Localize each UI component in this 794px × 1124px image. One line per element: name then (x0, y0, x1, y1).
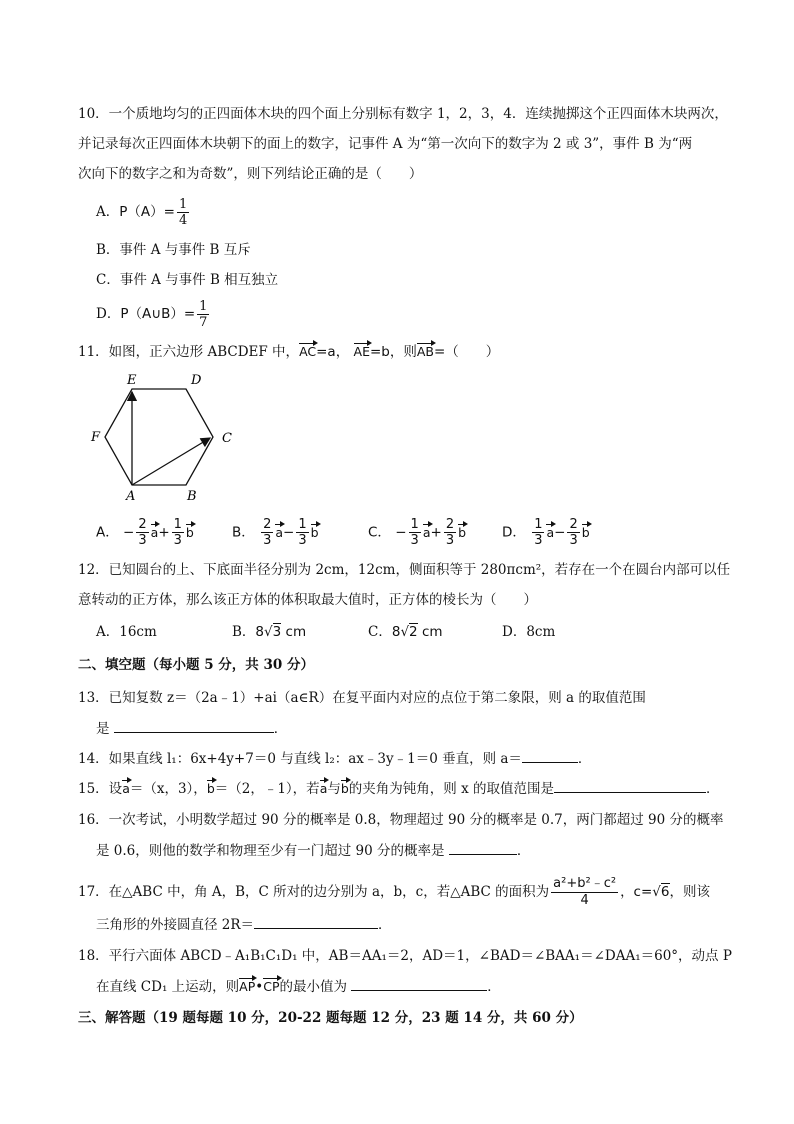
answer-blank[interactable] (449, 840, 517, 855)
sqrt: √2 (400, 624, 418, 640)
text: 与 (327, 781, 341, 797)
radicand: 2 (409, 624, 418, 640)
q12-option-b (232, 622, 306, 642)
text: 17．在△ABC 中，角 A，B，C 所对的边分别为 a，b，c，若△ABC 的面积为 (78, 884, 550, 900)
answer-blank[interactable] (114, 718, 274, 733)
option-label: B． (232, 524, 255, 541)
vector-a: a (422, 524, 431, 540)
radicand: 3 (272, 624, 282, 640)
hexagon-figure (86, 368, 246, 508)
vector-ac: AC (299, 344, 317, 359)
sign: − (283, 524, 295, 541)
vertex-label-d: D (191, 373, 202, 388)
frac-den: 4 (580, 893, 589, 908)
q10-option-c: C．事件 A 与事件 B 相互独立 (96, 272, 279, 288)
hexagon (105, 389, 213, 485)
q17-line2 (96, 914, 392, 935)
text: ＝（2，﹣1），若 (214, 781, 320, 797)
sign: + (430, 524, 442, 541)
text: ． (378, 917, 392, 933)
frac-num: 2 (138, 517, 147, 532)
vertex-label-a: A (126, 489, 136, 504)
vertex-label-e: E (127, 373, 137, 388)
fraction (177, 198, 189, 227)
q12-option-d: D．8cm (502, 624, 556, 640)
q12-line2: 意转动的正方体，那么该正方体的体积取最大值时，正方体的棱长为（ ） (78, 592, 537, 608)
q11-option-b (232, 518, 319, 547)
text: 在直线 CD₁ 上运动，则 (96, 979, 240, 995)
vector-cp: CP (263, 979, 280, 994)
sign: − (123, 524, 135, 541)
sign: + (158, 524, 170, 541)
vector-b: b (581, 524, 590, 540)
fraction (197, 300, 209, 329)
frac-num: 1 (298, 517, 307, 532)
radicand: 6 (660, 884, 670, 900)
q10-option-d (96, 300, 211, 329)
vertex-label-b: B (187, 489, 197, 504)
frac-num: 2 (263, 517, 272, 532)
vector-a: a (546, 524, 555, 540)
unit: cm (421, 624, 443, 640)
text: ． (577, 751, 592, 767)
coefficient: 8 (255, 624, 265, 640)
option-label: D． (96, 306, 121, 322)
vector-b: b (310, 524, 319, 540)
option-label: D． (502, 524, 526, 541)
vertex-label-f: F (91, 430, 101, 445)
q13-line2 (96, 718, 287, 739)
text: ． (273, 721, 288, 737)
q11-stem (78, 342, 499, 362)
text: 15．设 (78, 781, 123, 797)
q18-line1: 18．平行六面体 ABCD﹣A₁B₁C₁D₁ 中，AB＝AA₁＝2，AD＝1，∠BAD＝∠BAA₁＝∠DAA₁＝60°，动点 P (78, 948, 732, 964)
vector-ab: AB (416, 344, 434, 359)
frac-den: 7 (199, 315, 208, 330)
frac-num: 1 (410, 517, 419, 532)
vector-a: a (319, 781, 328, 796)
q15-line (78, 778, 720, 799)
stem-text: =b，则 (369, 344, 417, 360)
frac-den: 3 (263, 533, 272, 548)
frac-den: 3 (138, 533, 147, 548)
text: 的最小值为 (279, 979, 347, 995)
option-label: C． (368, 524, 391, 541)
vector-a: a (275, 524, 284, 540)
frac-den: 3 (445, 533, 455, 548)
q12-option-a: A．16cm (96, 624, 157, 640)
text: ． (487, 979, 501, 995)
frac-num: 1 (173, 517, 182, 532)
q12-option-c (368, 622, 443, 642)
q14-line (78, 748, 591, 769)
stem-text: =a， (316, 344, 350, 360)
frac-den: 3 (534, 533, 543, 548)
frac-num: a²+b²﹣c² (551, 877, 618, 893)
frac-den: 3 (298, 533, 307, 548)
frac-den: 4 (178, 213, 188, 228)
q18-line2 (96, 976, 501, 997)
vector-b: b (340, 781, 349, 796)
text: ． (706, 781, 720, 797)
frac-den: 3 (173, 533, 182, 548)
dot-operator: • (255, 979, 264, 995)
q11-option-d (502, 518, 590, 547)
text: 是 (96, 721, 110, 737)
frac-den: 3 (410, 533, 419, 548)
vector-a: a (150, 524, 159, 540)
option-label: C． (368, 624, 392, 640)
text: ，则该 (669, 884, 710, 900)
unit: cm (285, 624, 307, 640)
q10-line2: 并记录每次正四面体木块朝下的面上的数字，记事件 A 为“第一次向下的数字为 2 或 3”，事件 B 为“两 (78, 136, 693, 152)
q10-line1: 10．一个质地均匀的正四面体木块的四个面上分别标有数字 1，2，3，4．连续抛掷这个正四面体木块两次， (78, 106, 728, 122)
option-label: B． (232, 624, 256, 640)
frac-num: 1 (178, 197, 188, 212)
text: ． (516, 843, 531, 859)
text: 是 0.6，则他的数学和物理至少有一门超过 90 分的概率是 (96, 843, 445, 859)
option-label: A． (96, 524, 119, 541)
text: ＝（x，3）， (129, 781, 207, 797)
q10-option-a (96, 198, 191, 227)
q12-line1: 12．已知圆台的上、下底面半径分别为 2cm，12cm，侧面积等于 280πcm²，若存在一个在圆台内部可以任 (78, 562, 731, 578)
q17-line1 (78, 872, 710, 912)
coefficient: 8 (391, 624, 401, 640)
answer-blank[interactable] (254, 914, 378, 929)
stem-text: 11．如图，正六边形 ABCDEF 中， (78, 344, 300, 360)
vector-ac-line (132, 438, 210, 485)
sqrt: √6 (652, 884, 670, 900)
q10-option-b: B．事件 A 与事件 B 互斥 (96, 242, 251, 258)
vertex-label-c: C (222, 431, 232, 446)
q16-line2 (96, 840, 530, 861)
frac-num: 1 (199, 299, 208, 314)
vector-b: b (458, 524, 467, 540)
stem-text: =（ ） (434, 344, 500, 360)
q13-line1: 13．已知复数 z＝（2a﹣1）+ai（a∈R）在复平面内对应的点位于第二象限，则 a 的取值范围 (78, 690, 646, 706)
q11-option-a (96, 518, 194, 547)
answer-blank[interactable] (351, 976, 487, 991)
section-heading-fill-in: 二、填空题（每小题 5 分，共 30 分） (78, 657, 314, 673)
q11-option-c (368, 518, 466, 547)
sign: − (554, 524, 566, 541)
vector-b: b (206, 781, 215, 796)
vector-ae: AE (353, 344, 370, 359)
vector-b: b (185, 524, 194, 540)
frac-num: 1 (534, 517, 543, 532)
text: 14．如果直线 l₁：6x+4y+7＝0 与直线 l₂：ax﹣3y﹣1＝0 垂直，则 a＝ (78, 751, 522, 767)
option-expr: P（A）= (119, 204, 175, 220)
text: ，c= (620, 884, 653, 900)
answer-blank[interactable] (522, 748, 578, 763)
vector-ap: AP (239, 979, 256, 994)
q16-line1: 16．一次考试，小明数学超过 90 分的概率是 0.8，物理超过 90 分的概率是 0.7，两门都超过 90 分的概率 (78, 812, 724, 828)
frac-den: 3 (569, 533, 578, 548)
q10-line3: 次向下的数字之和为奇数”，则下列结论正确的是（ ） (78, 166, 423, 182)
text: 三角形的外接圆直径 2R＝ (96, 917, 255, 933)
option-label: A． (96, 204, 120, 220)
option-expr: P（A∪B）= (120, 306, 196, 322)
frac-num: 2 (445, 517, 455, 532)
vector-a: a (122, 781, 130, 796)
frac-num: 2 (569, 517, 578, 532)
answer-blank[interactable] (554, 778, 706, 793)
section-heading-solutions: 三、解答题（19 题每题 10 分，20-22 题每题 12 分，23 题 14 分，共 60 分） (78, 1010, 583, 1026)
sign: − (395, 524, 407, 541)
text: 的夹角为钝角，则 x 的取值范围是 (348, 781, 554, 797)
sqrt: √3 (264, 624, 282, 640)
